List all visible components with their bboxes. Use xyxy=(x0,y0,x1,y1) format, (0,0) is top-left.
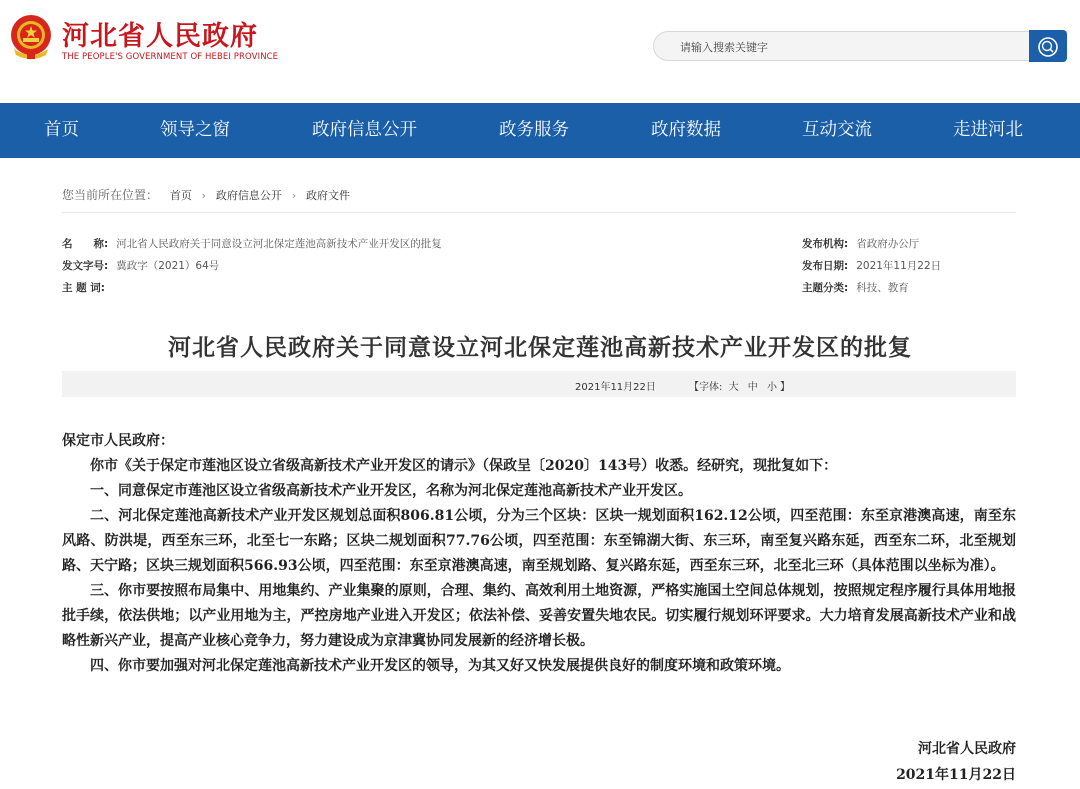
font-size-switcher xyxy=(689,378,790,393)
divider xyxy=(62,212,1016,213)
document-date: 2021年11月22日 xyxy=(575,382,656,393)
search-button[interactable] xyxy=(1029,30,1067,62)
site-logo-subtitle: THE PEOPLE'S GOVERNMENT OF HEBEI PROVINCE xyxy=(62,52,279,62)
document-salutation: 保定市人民政府： xyxy=(62,433,174,449)
site-logo-title[interactable]: 河北省人民政府 xyxy=(62,21,258,52)
info-docno-value: 冀政字（2021）64号 xyxy=(116,260,220,272)
search-input[interactable] xyxy=(680,38,1000,56)
document-paragraph: 三、你市要按照布局集中、用地集约、产业集聚的原则，合理、集约、高效利用土地资源，严格实施国土空间总体规划，按照规定程序履行具体用地报批手续，依法供地；以产业用地为主，严控房地产业进入开发区；依法补偿、妥善安置失地农民。切实履行规划环评要求。大力培育发展高新技术产业和战略性新兴产业，提高产业核心竞争力，努力建设成为京津冀协同发展新的经济增长极。 xyxy=(62,583,1016,649)
main-nav xyxy=(0,103,1080,158)
info-topic-row xyxy=(802,280,909,295)
info-date-value: 2021年11月22日 xyxy=(856,260,942,272)
info-topic-label: 主题分类: xyxy=(802,282,849,294)
info-keyword-label: 主 题 词: xyxy=(62,282,106,294)
info-name-value: 河北省人民政府关于同意设立河北保定莲池高新技术产业开发区的批复 xyxy=(116,238,442,250)
info-org-value: 省政府办公厅 xyxy=(856,238,920,250)
nav-home[interactable]: 首页 xyxy=(44,120,79,140)
document-paragraph: 二、河北保定莲池高新技术产业开发区规划总面积806.81公顷，分为三个区块：区块一规划面积162.12公顷，四至范围：东至京港澳高速，南至东风路、防洪堤，西至东三环，北至七一东路；区块二规划面积77.76公顷，四至范围：东至锦湖大街、东三环，南至复兴路东延，西至东二环，北至规划路、天宁路；区块三规划面积566.93公顷，四至范围：东至京港澳高速，南至规划路、复兴路东延，西至东三环，北至北三环（具体范围以坐标为准）。 xyxy=(62,508,1016,574)
document-title: 河北省人民政府关于同意设立河北保定莲池高新技术产业开发区的批复 xyxy=(168,334,912,361)
breadcrumb-home[interactable]: 首页 xyxy=(169,189,192,202)
nav-services[interactable]: 政务服务 xyxy=(499,120,569,140)
breadcrumb-gov-docs[interactable]: 政府文件 xyxy=(305,189,350,202)
font-size-suffix: 】 xyxy=(779,382,790,393)
breadcrumb xyxy=(62,186,350,203)
info-date-row xyxy=(802,258,941,273)
nav-gov-data[interactable]: 政府数据 xyxy=(651,120,721,140)
info-topic-value: 科技、教育 xyxy=(856,282,909,294)
chevron-right-icon: › xyxy=(291,189,297,202)
breadcrumb-prefix: 您当前所在位置： xyxy=(62,188,159,202)
document-signature-date: 2021年11月22日 xyxy=(896,767,1016,783)
site-header xyxy=(0,0,1080,103)
info-keyword-row xyxy=(62,280,105,295)
info-date-label: 发布日期: xyxy=(802,260,849,272)
info-org-row xyxy=(802,236,919,251)
info-docno-label: 发文字号: xyxy=(62,260,109,272)
nav-gov-info[interactable]: 政府信息公开 xyxy=(312,120,417,140)
chevron-right-icon: › xyxy=(201,189,207,202)
document-body xyxy=(62,454,1016,679)
document-paragraph: 四、你市要加强对河北保定莲池高新技术产业开发区的领导，为其又好又快发展提供良好的制度环境和政策环境。 xyxy=(90,658,790,674)
nav-leadership[interactable]: 领导之窗 xyxy=(160,120,230,140)
info-org-label: 发布机构: xyxy=(802,238,849,250)
nav-about-hebei[interactable]: 走进河北 xyxy=(953,120,1023,140)
info-docno-row xyxy=(62,258,219,273)
nav-interaction[interactable]: 互动交流 xyxy=(802,120,872,140)
font-size-large-button[interactable]: 大 xyxy=(728,382,739,393)
document-paragraph: 一、同意保定市莲池区设立省级高新技术产业开发区，名称为河北保定莲池高新技术产业开发区。 xyxy=(90,483,692,499)
search-icon xyxy=(1037,36,1059,58)
font-size-medium-button[interactable]: 中 xyxy=(747,382,758,393)
document-signature-org: 河北省人民政府 xyxy=(918,741,1016,757)
font-size-small-button[interactable]: 小 xyxy=(766,382,777,393)
info-name-row xyxy=(62,236,442,251)
document-paragraph: 你市《关于保定市莲池区设立省级高新技术产业开发区的请示》（保政呈〔2020〕143号）收悉。经研究，现批复如下： xyxy=(90,458,838,474)
info-name-label: 名 称: xyxy=(62,238,109,250)
search-box xyxy=(653,31,1029,61)
breadcrumb-gov-info[interactable]: 政府信息公开 xyxy=(215,189,282,202)
font-size-prefix: 【字体: xyxy=(689,382,723,393)
national-emblem-icon[interactable] xyxy=(8,13,54,63)
document-meta-bar xyxy=(62,371,1016,397)
